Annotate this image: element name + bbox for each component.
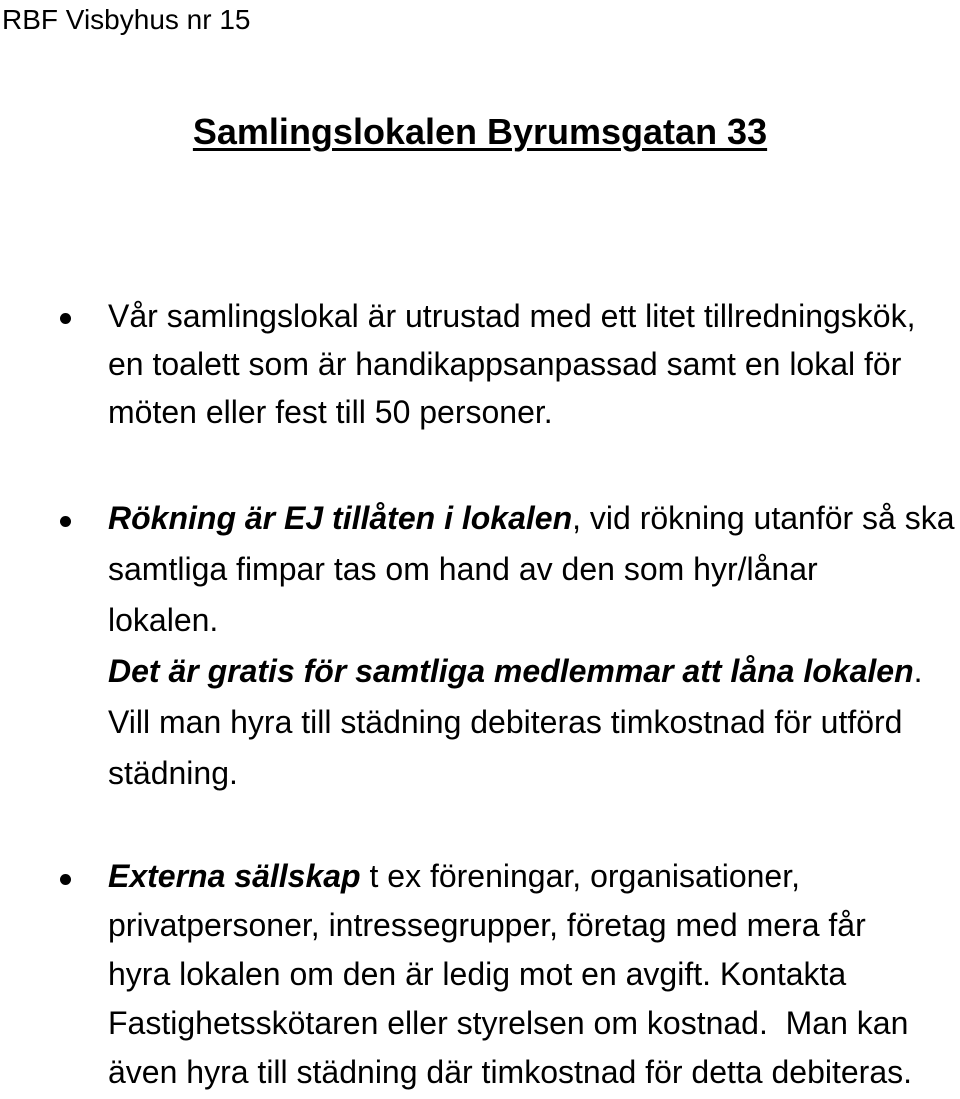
text-line [108, 1048, 912, 1097]
text-line [108, 999, 912, 1048]
body-text: även hyra till städning där timkostnad för detta debiteras. [108, 1054, 912, 1090]
text-line [108, 340, 915, 388]
text-line [108, 950, 912, 999]
bullet-icon [60, 874, 71, 885]
text-line [108, 595, 955, 646]
body-text: . [913, 653, 923, 689]
text-line [108, 493, 955, 544]
text-line [108, 544, 955, 595]
text-line [108, 292, 915, 340]
text-line [108, 852, 912, 901]
bullet-text [108, 852, 912, 1097]
document-header: RBF Visbyhus nr 15 [2, 4, 251, 35]
bullet-text [108, 493, 955, 799]
page-title [0, 110, 960, 154]
body-text: Vill man hyra till städning debiteras timkostnad för utförd [108, 704, 903, 740]
body-text: lokalen. [108, 602, 219, 638]
emphasis-text: Externa sällskap [108, 858, 361, 894]
body-text: en toalett som är handikappsanpassad samt en lokal för [108, 346, 902, 382]
body-text: privatpersoner, intressegrupper, företag med mera får [108, 907, 866, 943]
body-text: t ex föreningar, organisationer, [360, 858, 800, 894]
body-text: Fastighetsskötaren eller styrelsen om kostnad. Man kan [108, 1005, 909, 1041]
body-text: hyra lokalen om den är ledig mot en avgift. Kontakta [108, 956, 847, 992]
emphasis-text: Det är gratis för samtliga medlemmar att låna lokalen [108, 653, 914, 689]
text-line [108, 748, 955, 799]
bullet-icon [60, 516, 71, 527]
page-title-text: Samlingslokalen Byrumsgatan 33 [192, 111, 768, 152]
body-text: städning. [108, 755, 238, 791]
bullet-text [108, 292, 915, 436]
body-text: möten eller fest till 50 personer. [108, 394, 553, 430]
text-line [108, 646, 955, 697]
emphasis-text: Rökning är EJ tillåten i lokalen [108, 500, 573, 536]
text-line [108, 388, 915, 436]
body-text: , vid rökning utanför så ska [572, 500, 955, 536]
body-text: Vår samlingslokal är utrustad med ett litet tillredningskök, [108, 298, 916, 334]
text-line [108, 901, 912, 950]
text-line [108, 697, 955, 748]
body-text: samtliga fimpar tas om hand av den som hyr/lånar [108, 551, 818, 587]
bullet-icon [60, 313, 71, 324]
